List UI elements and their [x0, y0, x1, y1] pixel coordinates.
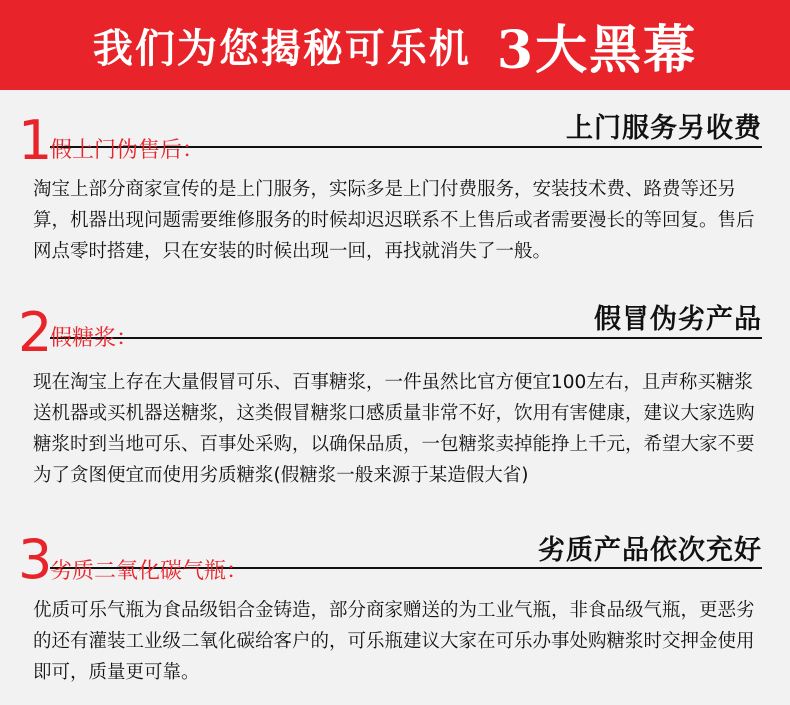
section-1-tag: 上门服务另收费 — [566, 113, 762, 144]
section-2-heading: 假糖浆： — [50, 326, 139, 351]
section-3-heading: 劣质二氧化碳气瓶： — [50, 559, 249, 584]
section-2-tag-underline — [50, 337, 762, 339]
section-2-body: 现在淘宝上存在大量假冒可乐、百事糖浆，一件虽然比官方便宜100左右，且声称买糖浆送机器或买机器送糖浆，这类假冒糖浆口感质量非常不好，饮用有害健康，建议大家选购糖浆时到当地可乐、百事处采购，以确保品质，一包糖浆卖掉能挣上千元，希望大家不要为了贪图便宜而使用劣质糖浆(假糖浆一般来源于某造假大省) — [33, 372, 755, 486]
section-2-tag: 假冒伪劣产品 — [594, 304, 762, 335]
section-3-number: 3 — [18, 528, 53, 591]
section-3-tag: 劣质产品依次充好 — [538, 535, 762, 566]
section-3-body: 优质可乐气瓶为食品级铝合金铸造，部分商家赠送的为工业气瓶，非食品级气瓶，更恶劣的还有灌装工业级二氧化碳给客户的，可乐瓶建议大家在可乐办事处购糖浆时交押金使用即可，质量更可靠。 — [33, 600, 755, 683]
banner-title: 我们为您揭秘可乐机 — [92, 25, 471, 72]
title-banner — [0, 0, 790, 90]
section-1-body: 淘宝上部分商家宣传的是上门服务，实际多是上门付费服务，安装技术费、路费等还另算，机器出现问题需要维修服务的时候却迟迟联系不上售后或者需要漫长的等回复。售后网点零时搭建，只在安装的时候出现一回，再找就消失了一般。 — [33, 179, 755, 262]
section-1-heading: 假上门伪售后： — [50, 138, 205, 163]
section-2-number: 2 — [18, 301, 53, 364]
banner-highlight: 3大黑幕 — [496, 19, 698, 81]
section-1-number: 1 — [18, 109, 53, 172]
